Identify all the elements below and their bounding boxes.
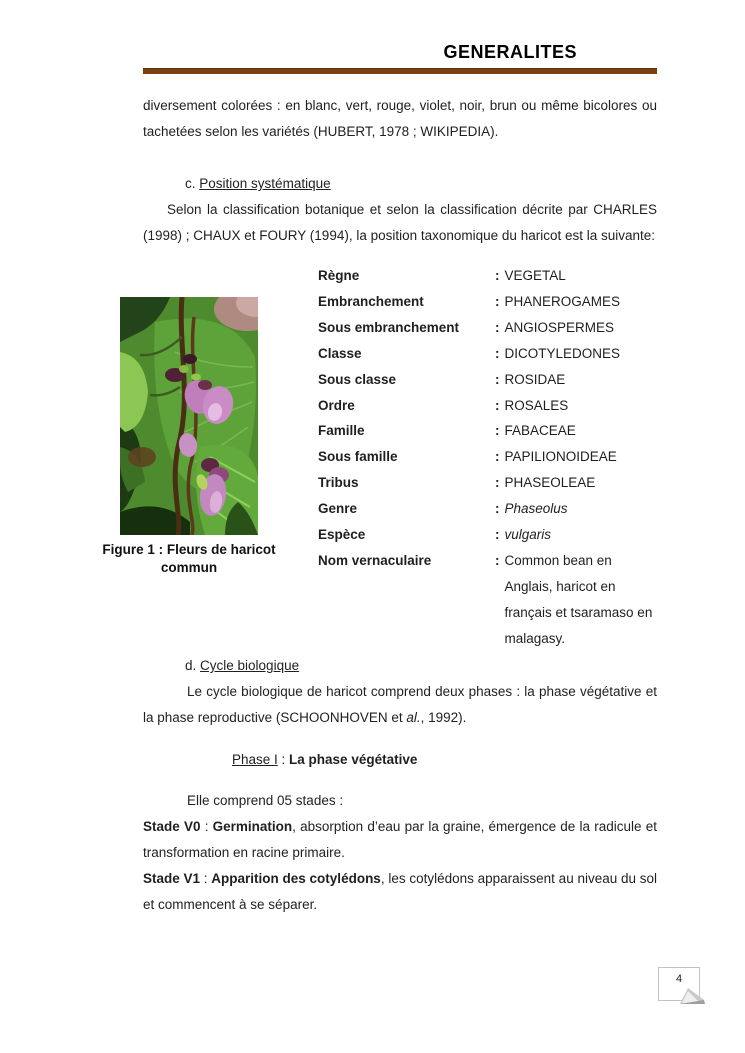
page-number: 4	[675, 973, 683, 985]
bean-flowers-photo	[120, 297, 258, 535]
taxonomy-value: Common bean en Anglais, haricot en français et tsaramaso en malagasy.	[504, 552, 653, 646]
figure-caption	[99, 541, 279, 577]
stade-v1-text: , les cotylédons apparaissent au niveau du sol et commencent à se séparer.	[143, 871, 658, 912]
section-c-heading	[143, 171, 657, 197]
taxonomy-label: Sous classe	[318, 371, 397, 387]
phase-label: Phase I	[232, 752, 278, 767]
stades-intro: Elle comprend 05 stades :	[187, 793, 344, 808]
taxonomy-colon: :	[495, 552, 500, 568]
taxonomy-value: PHASEOLEAE	[504, 475, 596, 491]
taxonomy-label: Embranchement	[318, 293, 424, 309]
taxonomy-value: PAPILIONOIDEAE	[504, 449, 617, 465]
intro-paragraph: diversement colorées : en blanc, vert, rouge, violet, noir, brun ou même bicolores ou tachetées selon les variétés (HUBERT, 1978 ; WIKIPEDIA).	[143, 98, 657, 139]
taxonomy-value: ROSALES	[504, 397, 569, 413]
taxonomy-row	[318, 393, 657, 419]
taxonomy-value: DICOTYLEDONES	[504, 345, 621, 361]
phase-heading	[143, 747, 657, 773]
taxonomy-row	[318, 315, 657, 341]
stade-v0-label: Stade V0	[143, 819, 201, 834]
header-rule	[143, 68, 657, 74]
taxonomy-colon: :	[495, 345, 500, 361]
taxonomy-label: Règne	[318, 268, 360, 283]
cycle-text-end: , 1992).	[420, 710, 467, 725]
stade-v0-separator: :	[200, 819, 213, 834]
figure-1	[99, 297, 279, 577]
taxonomy-row	[318, 263, 657, 289]
stade-v1-separator: :	[200, 871, 212, 886]
taxonomy-colon: :	[495, 371, 500, 387]
stade-v0-term: Germination	[212, 819, 293, 834]
taxonomy-colon: :	[495, 449, 500, 465]
taxonomy-value: VEGETAL	[504, 268, 566, 283]
taxonomy-table	[318, 263, 657, 652]
taxonomy-value: Phaseolus	[504, 501, 568, 517]
taxonomy-row	[318, 470, 657, 496]
taxonomy-row	[318, 341, 657, 367]
taxonomy-row	[318, 496, 657, 522]
stade-v1-paragraph	[143, 866, 657, 918]
stade-v1-term: Apparition des cotylédons	[211, 871, 381, 886]
stade-v0-paragraph	[143, 814, 657, 866]
taxonomy-value: FABACEAE	[504, 423, 576, 439]
taxonomy-row	[318, 548, 657, 652]
figure-caption-line2: commun	[160, 560, 218, 575]
figure-caption-line1: Figure 1 : Fleurs de haricot	[102, 542, 276, 557]
taxonomy-value: ROSIDAE	[504, 371, 566, 387]
taxonomy-colon: :	[495, 319, 500, 335]
section-c-title: Position systématique	[199, 176, 331, 191]
stade-v0-text: , absorption d’eau par la graine, émergence de la radicule et transformation en racine primaire.	[143, 819, 657, 860]
section-c-marker: c.	[185, 176, 196, 191]
section-c-paragraph: Selon la classification botanique et selon la classification décrite par CHARLES (1998) ; CHAUX et FOURY (1994), la position taxonomique du haricot est la suivante:	[143, 202, 657, 243]
taxonomy-label: Tribus	[318, 475, 359, 491]
taxonomy-label: Ordre	[318, 397, 355, 413]
taxonomy-label: Nom vernaculaire	[318, 552, 432, 568]
taxonomy-colon: :	[495, 501, 500, 517]
taxonomy-colon: :	[495, 527, 500, 543]
section-d-paragraph	[143, 679, 657, 731]
taxonomy-colon: :	[495, 423, 500, 439]
page-number-box	[658, 967, 700, 1001]
taxonomy-colon: :	[495, 475, 500, 491]
taxonomy-value: ANGIOSPERMES	[504, 319, 615, 335]
taxonomy-label: Classe	[318, 345, 362, 361]
taxonomy-label: Sous famille	[318, 449, 398, 465]
taxonomy-row	[318, 418, 657, 444]
taxonomy-label: Espèce	[318, 527, 366, 543]
taxonomy-label: Genre	[318, 501, 358, 517]
taxonomy-value: vulgaris	[504, 527, 552, 543]
section-d-title: Cycle biologique	[200, 658, 300, 673]
stade-v1-label: Stade V1	[143, 871, 201, 886]
taxonomy-row	[318, 367, 657, 393]
phase-title: La phase végétative	[289, 752, 418, 767]
taxonomy-label: Famille	[318, 423, 365, 439]
taxonomy-colon: :	[495, 268, 500, 283]
taxonomy-colon: :	[495, 293, 500, 309]
page-title: GENERALITES	[443, 42, 577, 62]
page-curl-icon	[678, 984, 706, 1006]
taxonomy-section	[102, 263, 657, 653]
section-d-heading	[143, 653, 657, 679]
taxonomy-row	[318, 289, 657, 315]
taxonomy-label: Sous embranchement	[318, 319, 460, 335]
cycle-text: Le cycle biologique de haricot comprend deux phases : la phase végétative et la phase reproductive (SCHOONHOVEN et	[143, 684, 657, 725]
taxonomy-row	[318, 444, 657, 470]
phase-separator: :	[277, 752, 290, 767]
cycle-et-al: al.	[406, 710, 421, 725]
taxonomy-value: PHANEROGAMES	[504, 293, 621, 309]
taxonomy-row	[318, 522, 657, 548]
section-d-marker: d.	[185, 658, 197, 673]
taxonomy-colon: :	[495, 397, 500, 413]
